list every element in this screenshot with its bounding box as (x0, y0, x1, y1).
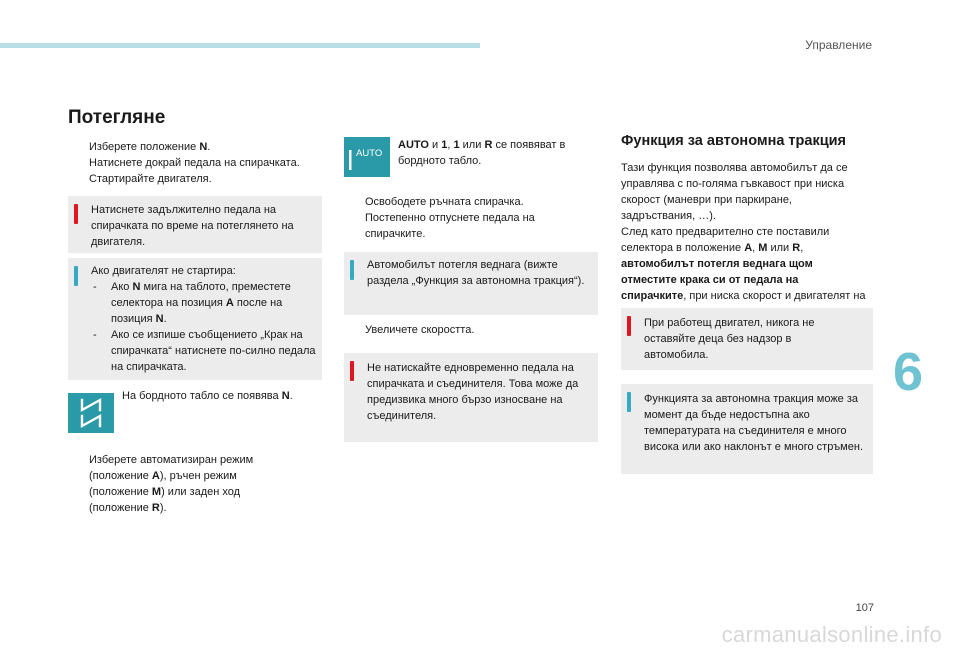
page-number: 107 (855, 602, 874, 614)
info-box: Функцията за автономна тракция може за момент да бъде недостъпна ако температурата на съединителя е много висока или ако наклонът е много стръмен. (621, 384, 873, 474)
step-item: Изберете автоматизиран режим (положение A), ръчен режим (положение M) или заден ход (положение R). (89, 454, 254, 514)
select-mode-step (68, 452, 283, 516)
release-steps (344, 194, 598, 242)
info-box: Ако двигателят не стартира: - Ако N мига на таблото, преместете селектора на позиция A после на позиция N. - Ако се изпише съобщението „Крак на спирачката“ натиснете по-силно педала на спирачката. (68, 258, 322, 380)
warning-icon (74, 204, 78, 224)
body-paragraph: Тази функция позволява автомобилът да се управлява с по-голяма гъвкавост при ниска скорост (маневри при паркиране, задръствания, …). (621, 162, 848, 222)
list-item: - Ако N мига на таблото, преместете селектора на позиция A после на позиция N. (93, 281, 291, 325)
gear-n-indicator-icon (68, 393, 114, 433)
section-title: Управление (805, 38, 872, 52)
chapter-number: 6 (893, 342, 924, 402)
speed-step (344, 322, 598, 338)
warning-box: При работещ двигател, никога не оставяйте деца без надзор в автомобила. (621, 308, 873, 370)
step-item: Натиснете докрай педала на спирачката. (89, 157, 300, 169)
step-item: Стартирайте двигателя. (89, 173, 212, 185)
auto-mode-indicator-icon (344, 137, 390, 177)
info-box: Автомобилът потегля веднага (вижте раздела „Функция за автономна тракция“). (344, 252, 598, 315)
warning-box: Натиснете задължително педала на спирачката по време на потеглянето на двигателя. (68, 196, 322, 253)
watermark: carmanualsonline.info (721, 622, 942, 647)
start-steps (68, 139, 330, 187)
step-item: Постепенно отпуснете педала на спирачките. (365, 212, 535, 240)
warning-icon (350, 361, 354, 381)
step-item: Увеличете скоростта. (365, 324, 475, 336)
info-icon (350, 260, 354, 280)
warning-icon (627, 316, 631, 336)
auto-icon-label: AUTO (356, 148, 383, 159)
page-title: Потегляне (68, 107, 166, 128)
step-item: Освободете ръчната спирачка. (365, 196, 524, 208)
step-item: Изберете положение N. (89, 141, 211, 153)
body-paragraph: След като предварително сте поставили селектора в положение A, M или R, автомобилът потегля веднага щом отместите крака си от педала на спирачките, при ниска скорост и двигателят на (621, 226, 866, 302)
auto-text: AUTO и 1, 1 или R се появяват в бордното табло. (398, 139, 566, 167)
info-icon (627, 392, 631, 412)
list-item: - Ако се изпише съобщението „Крак на спирачката“ натиснете по-силно педала на спирачката. (93, 329, 316, 373)
info-list (91, 279, 319, 375)
section-subtitle: Функция за автономна тракция (621, 133, 847, 149)
header-bar (0, 43, 480, 48)
dashboard-note: На бордното табло се появява N. (122, 390, 293, 402)
info-icon (74, 266, 78, 286)
warning-box: Не натискайте едновременно педала на спирачката и съединителя. Това може да предизвика много бързо износване на съединителя. (344, 353, 598, 442)
